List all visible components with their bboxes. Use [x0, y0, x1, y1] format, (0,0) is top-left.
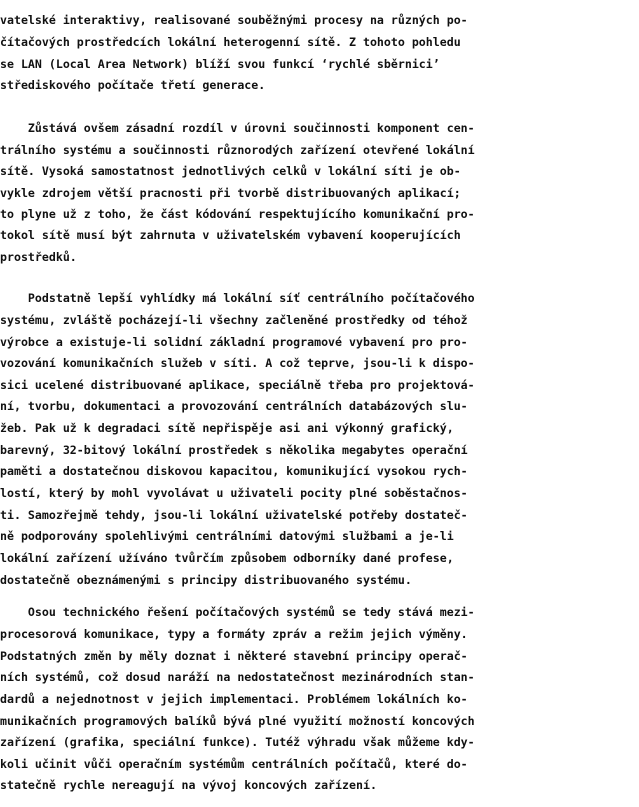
text-line: barevný, 32-bitový lokální prostředek s několika megabytes operační [0, 443, 468, 457]
text-line: ní, tvorbu, dokumentaci a provozování centrálních databázových slu- [0, 399, 468, 413]
text-line: vatelské interaktivy, realisované souběžnými procesy na různých po- [0, 13, 468, 27]
text-line: vozování komunikačních služeb v síti. A což teprve, jsou-li k dispo- [0, 356, 475, 370]
text-line: Podstatně lepší vyhlídky má lokální síť centrálního počítačového [0, 291, 475, 305]
text-line: výrobce a existuje-li solidní základní programové vybavení pro pro- [0, 335, 468, 349]
text-line: se LAN (Local Area Network) blíží svou funkcí ‘rychlé sběrnici’ [0, 57, 440, 71]
text-line: vykle zdrojem větší pracnosti při tvorbě distribuovaných aplikací; [0, 186, 461, 200]
text-line: statečně rychle nereagují na vývoj koncových zařízení. [0, 778, 377, 792]
text-line: systému, zvláště pocházejí-li všechny začleněné prostředky od téhož [0, 313, 468, 327]
text-line: koli učinit vůči operačním systémům centrálních počítačů, které do- [0, 757, 468, 771]
text-line: lostí, který by mohl vyvolávat u uživateli pocity plné soběstačnos- [0, 486, 468, 500]
text-line: procesorová komunikace, typy a formáty zpráv a režim jejich výměny. [0, 627, 468, 641]
text-line: zařízení (grafika, speciální funkce). Tutéž výhradu však můžeme kdy- [0, 735, 475, 749]
text-line: Osou technického řešení počítačových systémů se tedy stává mezi- [0, 605, 475, 619]
text-line: Zůstává ovšem zásadní rozdíl v úrovni součinnosti komponent cen- [0, 121, 475, 135]
text-line: žeb. Pak už k degradaci sítě nepřispěje asi ani výkonný grafický, [0, 421, 454, 435]
text-line: dostatečně obeznámenými s principy distribuovaného systému. [0, 573, 412, 587]
text-line: ně podporovány spolehlivými centrálními datovými službami a je-li [0, 529, 454, 543]
text-line: ti. Samozřejmě tehdy, jsou-li lokální uživatelské potřeby dostateč- [0, 508, 468, 522]
text-line: sici ucelené distribuované aplikace, speciálně třeba pro projektová- [0, 378, 475, 392]
text-line: čítačových prostředcích lokální heterogenní sítě. Z tohoto pohledu [0, 35, 461, 49]
text-line: trálního systému a součinnosti různorodých zařízení otevřené lokální [0, 143, 475, 157]
text-line: munikačních programových balíků bývá plné využití možností koncových [0, 714, 475, 728]
text-line: prostředků. [0, 250, 77, 264]
text-line: paměti a dostatečnou diskovou kapacitou, komunikující vysokou rych- [0, 464, 468, 478]
text-line: ních systémů, což dosud naráží na nedostatečnost mezinárodních stan- [0, 670, 475, 684]
text-line: Podstatných změn by měly doznat i některé stavební principy operač- [0, 649, 468, 663]
text-line: sítě. Vysoká samostatnost jednotlivých celků v lokální síti je ob- [0, 164, 461, 178]
text-line: lokální zařízení užíváno tvůrčím způsobem odborníky dané profese, [0, 551, 454, 565]
text-line: to plyne už z toho, že část kódování respektujícího komunikační pro- [0, 207, 475, 221]
text-line: střediskového počítače třetí generace. [0, 78, 266, 92]
text-line: tokol sítě musí být zahrnuta v uživatelském vybavení kooperujících [0, 228, 461, 242]
text-line: dardů a nejednotnost v jejich implementaci. Problémem lokálních ko- [0, 692, 468, 706]
